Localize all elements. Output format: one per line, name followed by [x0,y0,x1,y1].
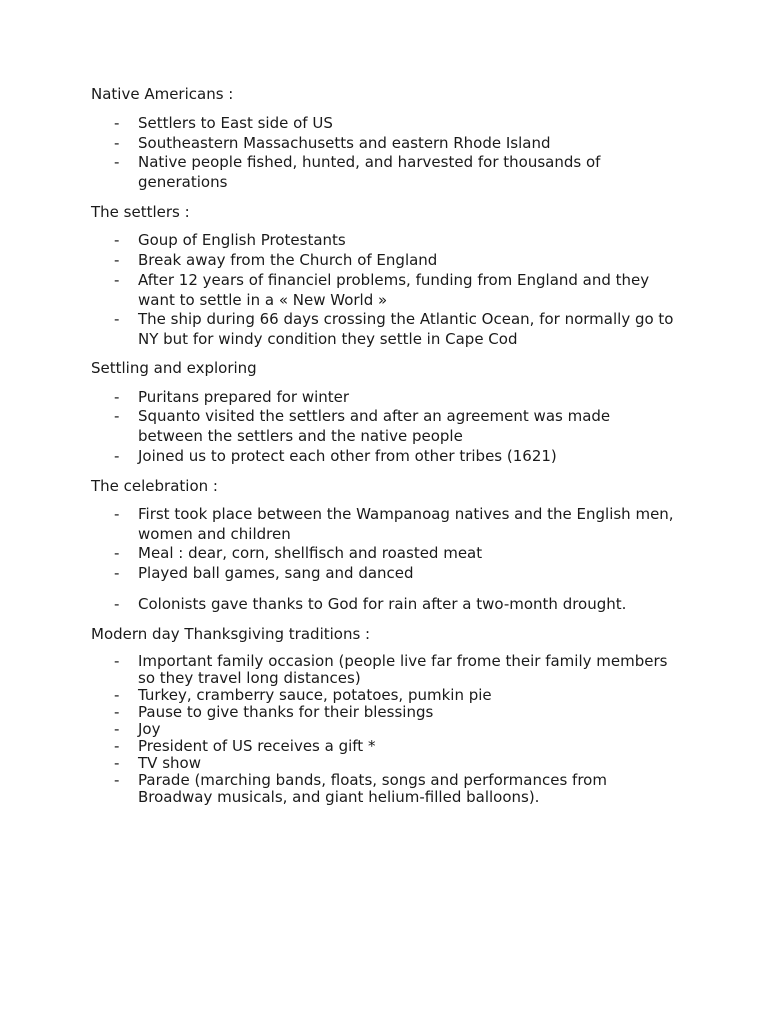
list-item-text: President of US receives a gift * [138,737,376,755]
list-item [114,114,674,134]
list-item [114,704,674,721]
bullet-dash: - [114,271,120,289]
list-item-text: Important family occasion (people live far frome their family members so they travel long distances) [138,652,668,687]
bullet-dash: - [114,407,120,425]
bullet-dash: - [114,153,120,171]
section-heading-settling-and-exploring: Settling and exploring [91,359,257,377]
bullet-dash: - [114,754,120,772]
bullet-dash: - [114,447,120,465]
bullet-dash: - [114,505,120,523]
bullet-dash: - [114,134,120,152]
list-item-text: First took place between the Wampanoag natives and the English men, women and children [138,505,674,543]
section-heading-native-americans: Native Americans : [91,85,234,103]
list-item [114,564,674,584]
bullet-dash: - [114,595,120,613]
list-item [114,544,674,564]
bullet-dash: - [114,720,120,738]
list-item-text: Native people fished, hunted, and harvested for thousands of generations [138,153,601,191]
bullet-dash: - [114,703,120,721]
list-item [114,134,674,154]
list-item-text: Turkey, cramberry sauce, potatoes, pumkin pie [138,686,492,704]
bullet-dash: - [114,564,120,582]
list-item-text: Break away from the Church of England [138,251,438,269]
bullet-dash: - [114,771,120,789]
list-item-text: TV show [138,754,201,772]
list-item [114,388,674,408]
section-heading-the-celebration: The celebration : [91,477,218,495]
bullet-dash: - [114,544,120,562]
list-item-text: Puritans prepared for winter [138,388,350,406]
section-heading-modern-day-traditions: Modern day Thanksgiving traditions : [91,625,371,643]
bullet-dash: - [114,388,120,406]
list-item [114,447,674,467]
list-item [114,687,674,704]
bullet-dash: - [114,251,120,269]
list-item [114,271,674,310]
bullet-dash: - [114,310,120,328]
list-item [114,251,674,271]
list-item-text: Joined us to protect each other from other tribes (1621) [138,447,557,465]
list-item-text: Played ball games, sang and danced [138,564,414,582]
list-item [114,407,674,446]
list-item [114,310,674,349]
section-heading-the-settlers: The settlers : [91,203,190,221]
bullet-dash: - [114,231,120,249]
list-item [114,153,674,192]
list-item-text: Meal : dear, corn, shellfisch and roasted meat [138,544,483,562]
list-item-text: Southeastern Massachusetts and eastern Rhode Island [138,134,551,152]
list-item-text: Colonists gave thanks to God for rain after a two-month drought. [138,595,627,613]
list-item [114,505,674,544]
list-item-text: Settlers to East side of US [138,114,333,132]
list-item-text: Goup of English Protestants [138,231,346,249]
list-item [114,653,674,687]
bullet-dash: - [114,652,120,670]
list-item-text: The ship during 66 days crossing the Atlantic Ocean, for normally go to NY but for windy condition they settle in Cape Cod [138,310,674,348]
list-item [114,595,674,615]
list-item [114,721,674,738]
list-item [114,738,674,755]
list-item-text: Pause to give thanks for their blessings [138,703,434,721]
bullet-dash: - [114,686,120,704]
bullet-dash: - [114,737,120,755]
list-item [114,755,674,772]
list-item-text: Joy [138,720,161,738]
bullet-dash: - [114,114,120,132]
list-item-text: Parade (marching bands, floats, songs and performances from Broadway musicals, and giant helium-filled balloons). [138,771,607,806]
list-item-text: Squanto visited the settlers and after an agreement was made between the settlers and the native people [138,407,611,445]
list-item [114,772,674,806]
list-item [114,231,674,251]
list-item-text: After 12 years of financiel problems, funding from England and they want to settle in a « New World » [138,271,650,309]
